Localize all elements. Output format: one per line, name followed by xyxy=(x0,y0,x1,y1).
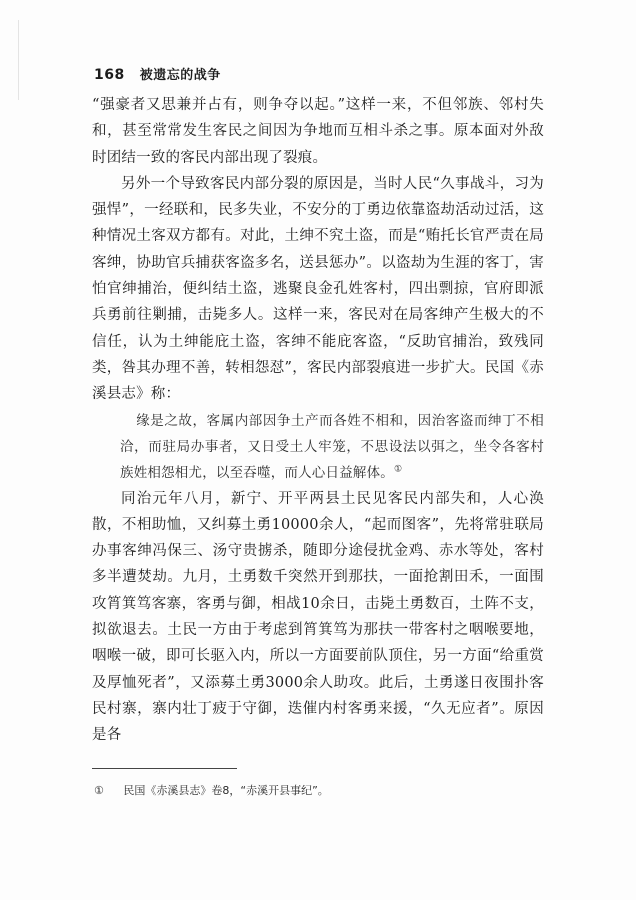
footnote-text: 民国《赤溪县志》卷8，“赤溪开县事纪”。 xyxy=(123,784,329,797)
scan-gutter-line xyxy=(18,20,19,100)
footnote xyxy=(94,782,329,798)
body-text xyxy=(92,92,544,749)
block-quote xyxy=(120,408,544,486)
block-quote-text: 缘是之故，客属内部因争土产而各姓不相和，因治客盗而绅丁不相洽，而驻局办事者，又日受土人牢笼，不思设法以弭之，坐令各客村族姓相怨相尤，以至吞噬，而人心日益解体。 xyxy=(120,412,544,481)
footnote-mark: ① xyxy=(94,784,104,797)
paragraph-3: 同治元年八月，新宁、开平两县土民见客民内部失和，人心涣散，不相助恤，又纠募土勇10000余人，“起而图客”，先将常驻联局办事客绅冯保三、汤守贵掳杀，随即分途侵扰金鸡、赤水等处，客村多半遭焚劫。九月，土勇数千突然开到那扶，一面抢割田禾，一面围攻筲箕笃客寨，客勇与御，相战10余日，击毙土勇数百，土阵不支，拟欲退去。土民一方由于考虑到筲箕笃为那扶一带客村之咽喉要地，咽喉一破，即可长驱入内，所以一方面要前队顶住，另一方面“给重赏及厚恤死者”，又添募土勇3000余人助攻。此后，土勇遂日夜围扑客民村寨，寨内壮丁疲于守御，迭催内村客勇来援，“久无应者”。原因是各 xyxy=(92,490,544,744)
page-number: 168 xyxy=(94,67,125,83)
page-header xyxy=(94,64,221,83)
paragraph-1: “强豪者又思兼并占有，则争夺以起。”这样一来，不但邻族、邻村失和，甚至常常发生客民之间因为争地而互相斗杀之事。原本面对外敌时团结一致的客民内部出现了裂痕。 xyxy=(92,97,544,166)
footnote-reference: ① xyxy=(394,464,403,475)
book-title: 被遗忘的战争 xyxy=(139,68,221,83)
footnote-divider xyxy=(92,768,237,769)
paragraph-2: 另外一个导致客民内部分裂的原因是，当时人民“久事战斗，习为强悍”，一经联和，民多失业，不安分的丁勇边依靠盗劫活动过活，这种情况土客双方都有。对此，土绅不究土盗，而是“贿托长官严责在局客绅，协助官兵捕获客盗多名，送县惩办”。以盗劫为生涯的客丁，害怕官绅捕治，便纠结土盗，逃聚良金孔姓客村，四出剽掠，官府即派兵勇前往剿捕，击毙多人。这样一来，客民对在局客绅产生极大的不信任，认为土绅能庇土盗，客绅不能庇客盗，“反助官捕治，致残同类，咎其办理不善，转相怨怼”，客民内部裂痕进一步扩大。民国《赤溪县志》称： xyxy=(92,175,544,403)
